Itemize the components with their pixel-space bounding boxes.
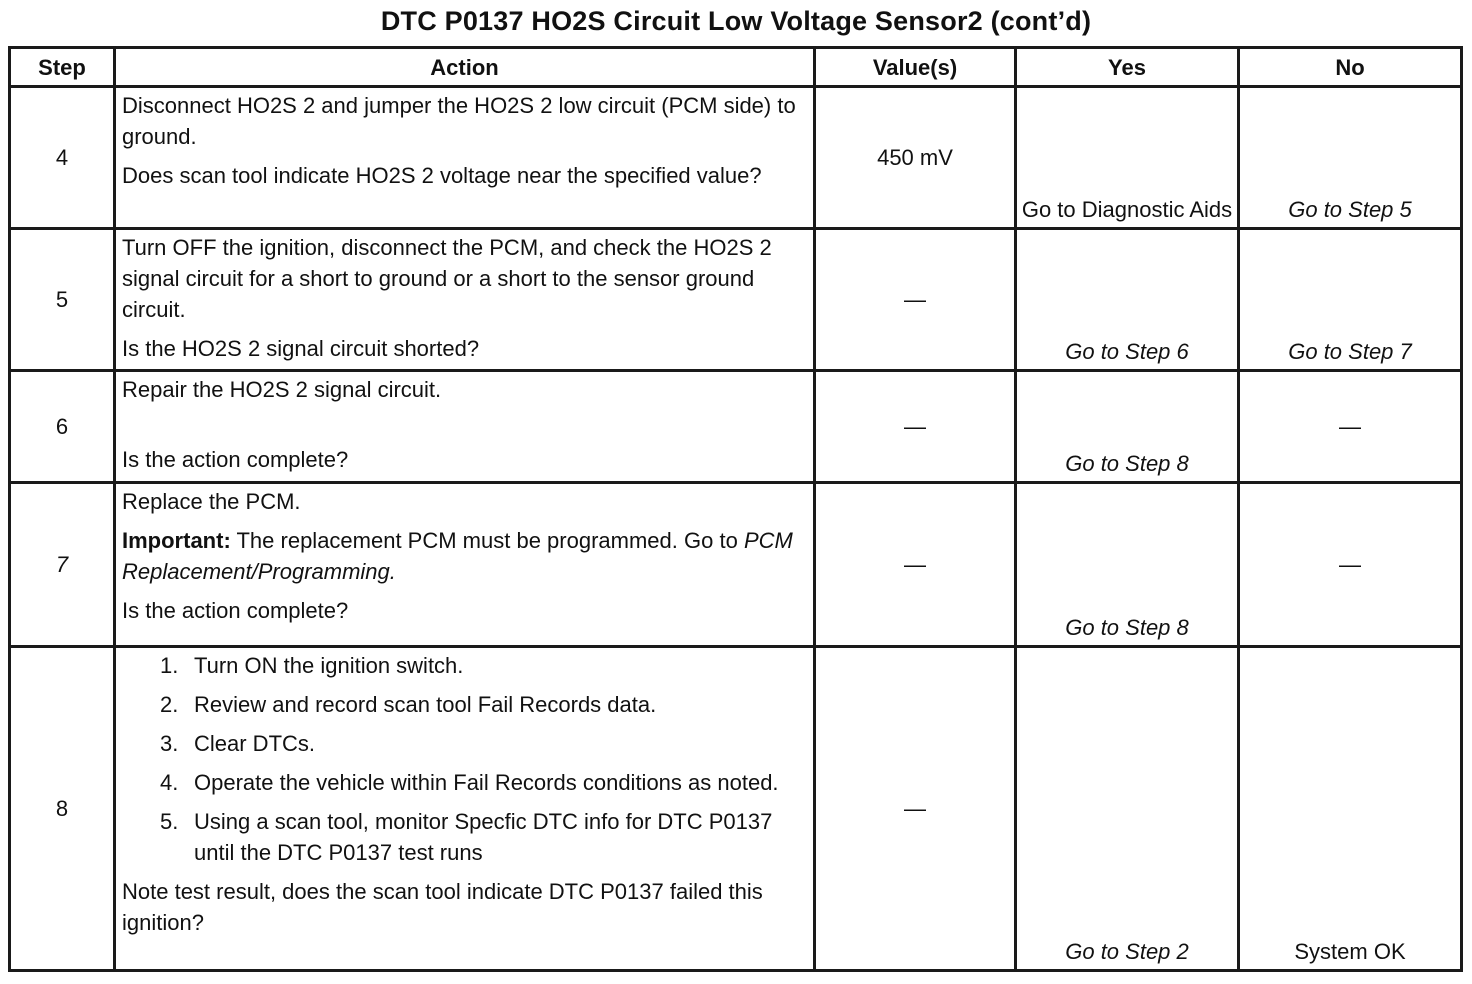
action-cell — [115, 371, 815, 483]
list-item — [160, 650, 807, 681]
action-cell — [115, 647, 815, 971]
value-cell: 450 mV — [815, 87, 1016, 229]
value-cell: — — [815, 647, 1016, 971]
document-title: DTC P0137 HO2S Circuit Low Voltage Sensor2 (cont’d) — [380, 6, 1092, 36]
action-cell — [115, 87, 815, 229]
list-number: 1. — [160, 653, 179, 678]
yes-cell: Go to Step 8 — [1016, 371, 1239, 483]
step-number: 7 — [10, 483, 115, 647]
reference-link: PCM Replacement/Programming. — [122, 528, 793, 584]
yes-cell: Go to Step 2 — [1016, 647, 1239, 971]
list-text: Review and record scan tool Fail Records data. — [194, 692, 657, 717]
header-action: Action — [115, 48, 815, 87]
no-cell: Go to Step 7 — [1239, 229, 1462, 371]
important-label: Important: — [122, 528, 231, 553]
table-row — [10, 371, 1462, 483]
header-values: Value(s) — [815, 48, 1016, 87]
header-no: No — [1239, 48, 1462, 87]
no-cell: System OK — [1239, 647, 1462, 971]
action-question: Is the HO2S 2 signal circuit shorted? — [122, 336, 480, 361]
list-item — [160, 689, 807, 720]
list-item — [160, 728, 807, 759]
action-text: Replace the PCM. — [122, 489, 301, 514]
list-text: Using a scan tool, monitor Specfic DTC info for DTC P0137 until the DTC P0137 test runs — [194, 809, 773, 865]
table-row — [10, 87, 1462, 229]
spacer — [122, 405, 807, 436]
table-row — [10, 483, 1462, 647]
action-text: Disconnect HO2S 2 and jumper the HO2S 2 low circuit (PCM side) to ground. — [122, 93, 796, 149]
no-cell: — — [1239, 483, 1462, 647]
table-header-row — [10, 48, 1462, 87]
list-number: 2. — [160, 692, 179, 717]
action-question: Is the action complete? — [122, 447, 349, 472]
action-text: Repair the HO2S 2 signal circuit. — [122, 377, 442, 402]
yes-cell: Go to Diagnostic Aids — [1016, 87, 1239, 229]
value-cell: — — [815, 371, 1016, 483]
procedure-list — [122, 650, 807, 868]
table-row — [10, 647, 1462, 971]
value-cell: — — [815, 483, 1016, 647]
header-step: Step — [10, 48, 115, 87]
action-cell — [115, 483, 815, 647]
list-number: 5. — [160, 809, 179, 834]
step-number: 8 — [10, 647, 115, 971]
step-number: 5 — [10, 229, 115, 371]
list-number: 4. — [160, 770, 179, 795]
no-cell: Go to Step 5 — [1239, 87, 1462, 229]
header-yes: Yes — [1016, 48, 1239, 87]
no-cell: — — [1239, 371, 1462, 483]
list-number: 3. — [160, 731, 179, 756]
yes-cell: Go to Step 8 — [1016, 483, 1239, 647]
important-text: The replacement PCM must be programmed. Go to — [236, 528, 738, 553]
diagnostic-table — [8, 46, 1463, 972]
action-question: Does scan tool indicate HO2S 2 voltage near the specified value? — [122, 163, 762, 188]
action-text: Turn OFF the ignition, disconnect the PCM, and check the HO2S 2 signal circuit for a short to ground or a short to the sensor ground circuit. — [122, 235, 772, 322]
table-row — [10, 229, 1462, 371]
list-text: Clear DTCs. — [194, 731, 316, 756]
value-cell: — — [815, 229, 1016, 371]
step-number: 4 — [10, 87, 115, 229]
action-question: Is the action complete? — [122, 598, 349, 623]
action-cell — [115, 229, 815, 371]
list-item — [160, 806, 807, 868]
list-text: Turn ON the ignition switch. — [194, 653, 464, 678]
yes-cell: Go to Step 6 — [1016, 229, 1239, 371]
step-number: 6 — [10, 371, 115, 483]
action-question: Note test result, does the scan tool indicate DTC P0137 failed this ignition? — [122, 879, 763, 935]
list-item — [160, 767, 807, 798]
list-text: Operate the vehicle within Fail Records conditions as noted. — [194, 770, 779, 795]
important-note — [122, 525, 807, 587]
